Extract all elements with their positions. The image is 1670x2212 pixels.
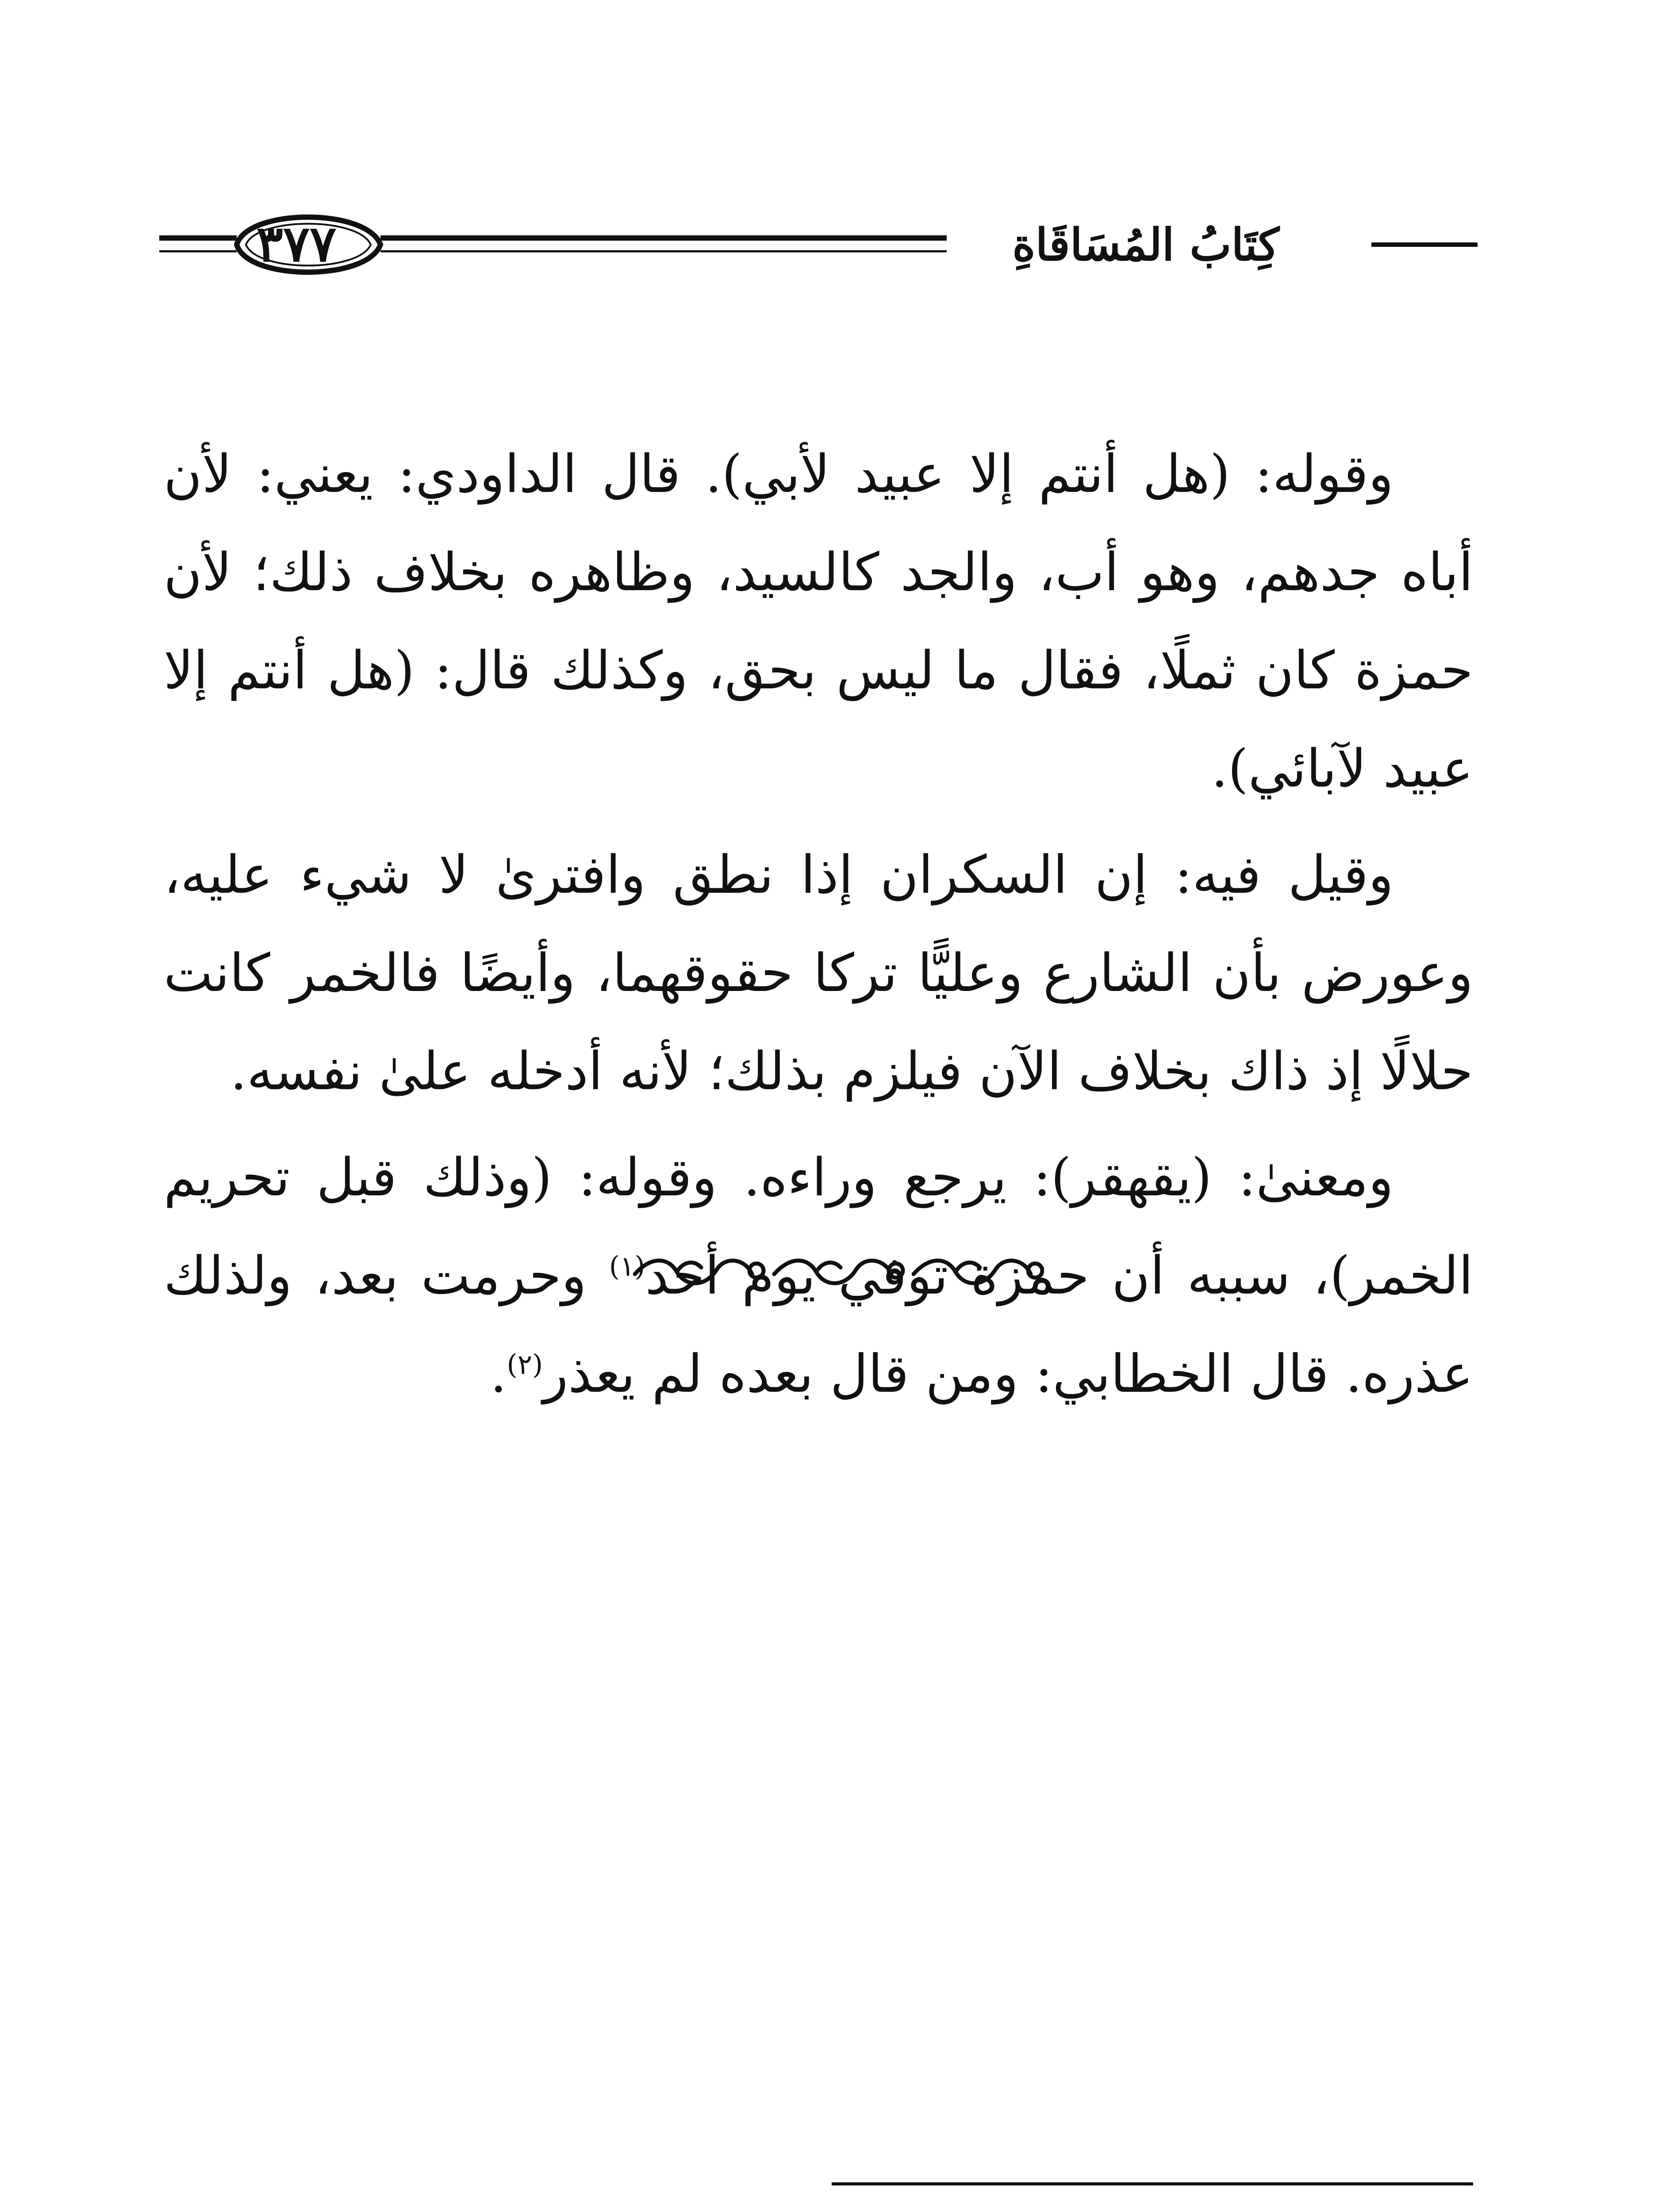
page-header [159,199,1478,288]
paragraph: وقوله: (هل أنتم إلا عبيد لأبي). قال الداودي: يعني: لأن أباه جدهم، وهو أب، والجد كالسيد، وظاهره بخلاف ذلك؛ لأن حمزة كان ثملًا، فقال ما ليس بحق، وكذلك قال: (هل أنتم إلا عبيد لآبائي). [164,443,1473,799]
footnote-reference: (٢) [507,1348,543,1381]
paragraph: وقيل فيه: إن السكران إذا نطق وافترىٰ لا شيء عليه، وعورض بأن الشارع وعليًّا تركا حقوقهما، وأيضًا فالخمر كانت حلالًا إذ ذاك بخلاف الآن فيلزم بذلك؛ لأنه أدخله علىٰ نفسه. [164,844,1473,1102]
section-divider-ornament [628,1243,1044,1301]
chapter-title: كِتَابُ المُسَاقَاةِ [947,220,1345,269]
footnote-reference: (١) [609,1250,645,1283]
page-number: ٣٧٧ [256,215,337,273]
paragraph-text: ومعنىٰ: (يقهقر): يرجع وراءه. وقوله: (وذلك قبل تحريم الخمر)، سببه أن حمزة توفي يوم أحد [164,1147,1473,1306]
paragraph-text: وحرمت بعد، ولذلك عذره. قال الخطابي: ومن قال بعده لم يعذر [164,1245,1473,1404]
paragraph-text: . [490,1343,507,1404]
footnotes [664,2201,1473,2212]
footnote [664,2201,1473,2212]
footnote-separator [832,2182,1473,2185]
